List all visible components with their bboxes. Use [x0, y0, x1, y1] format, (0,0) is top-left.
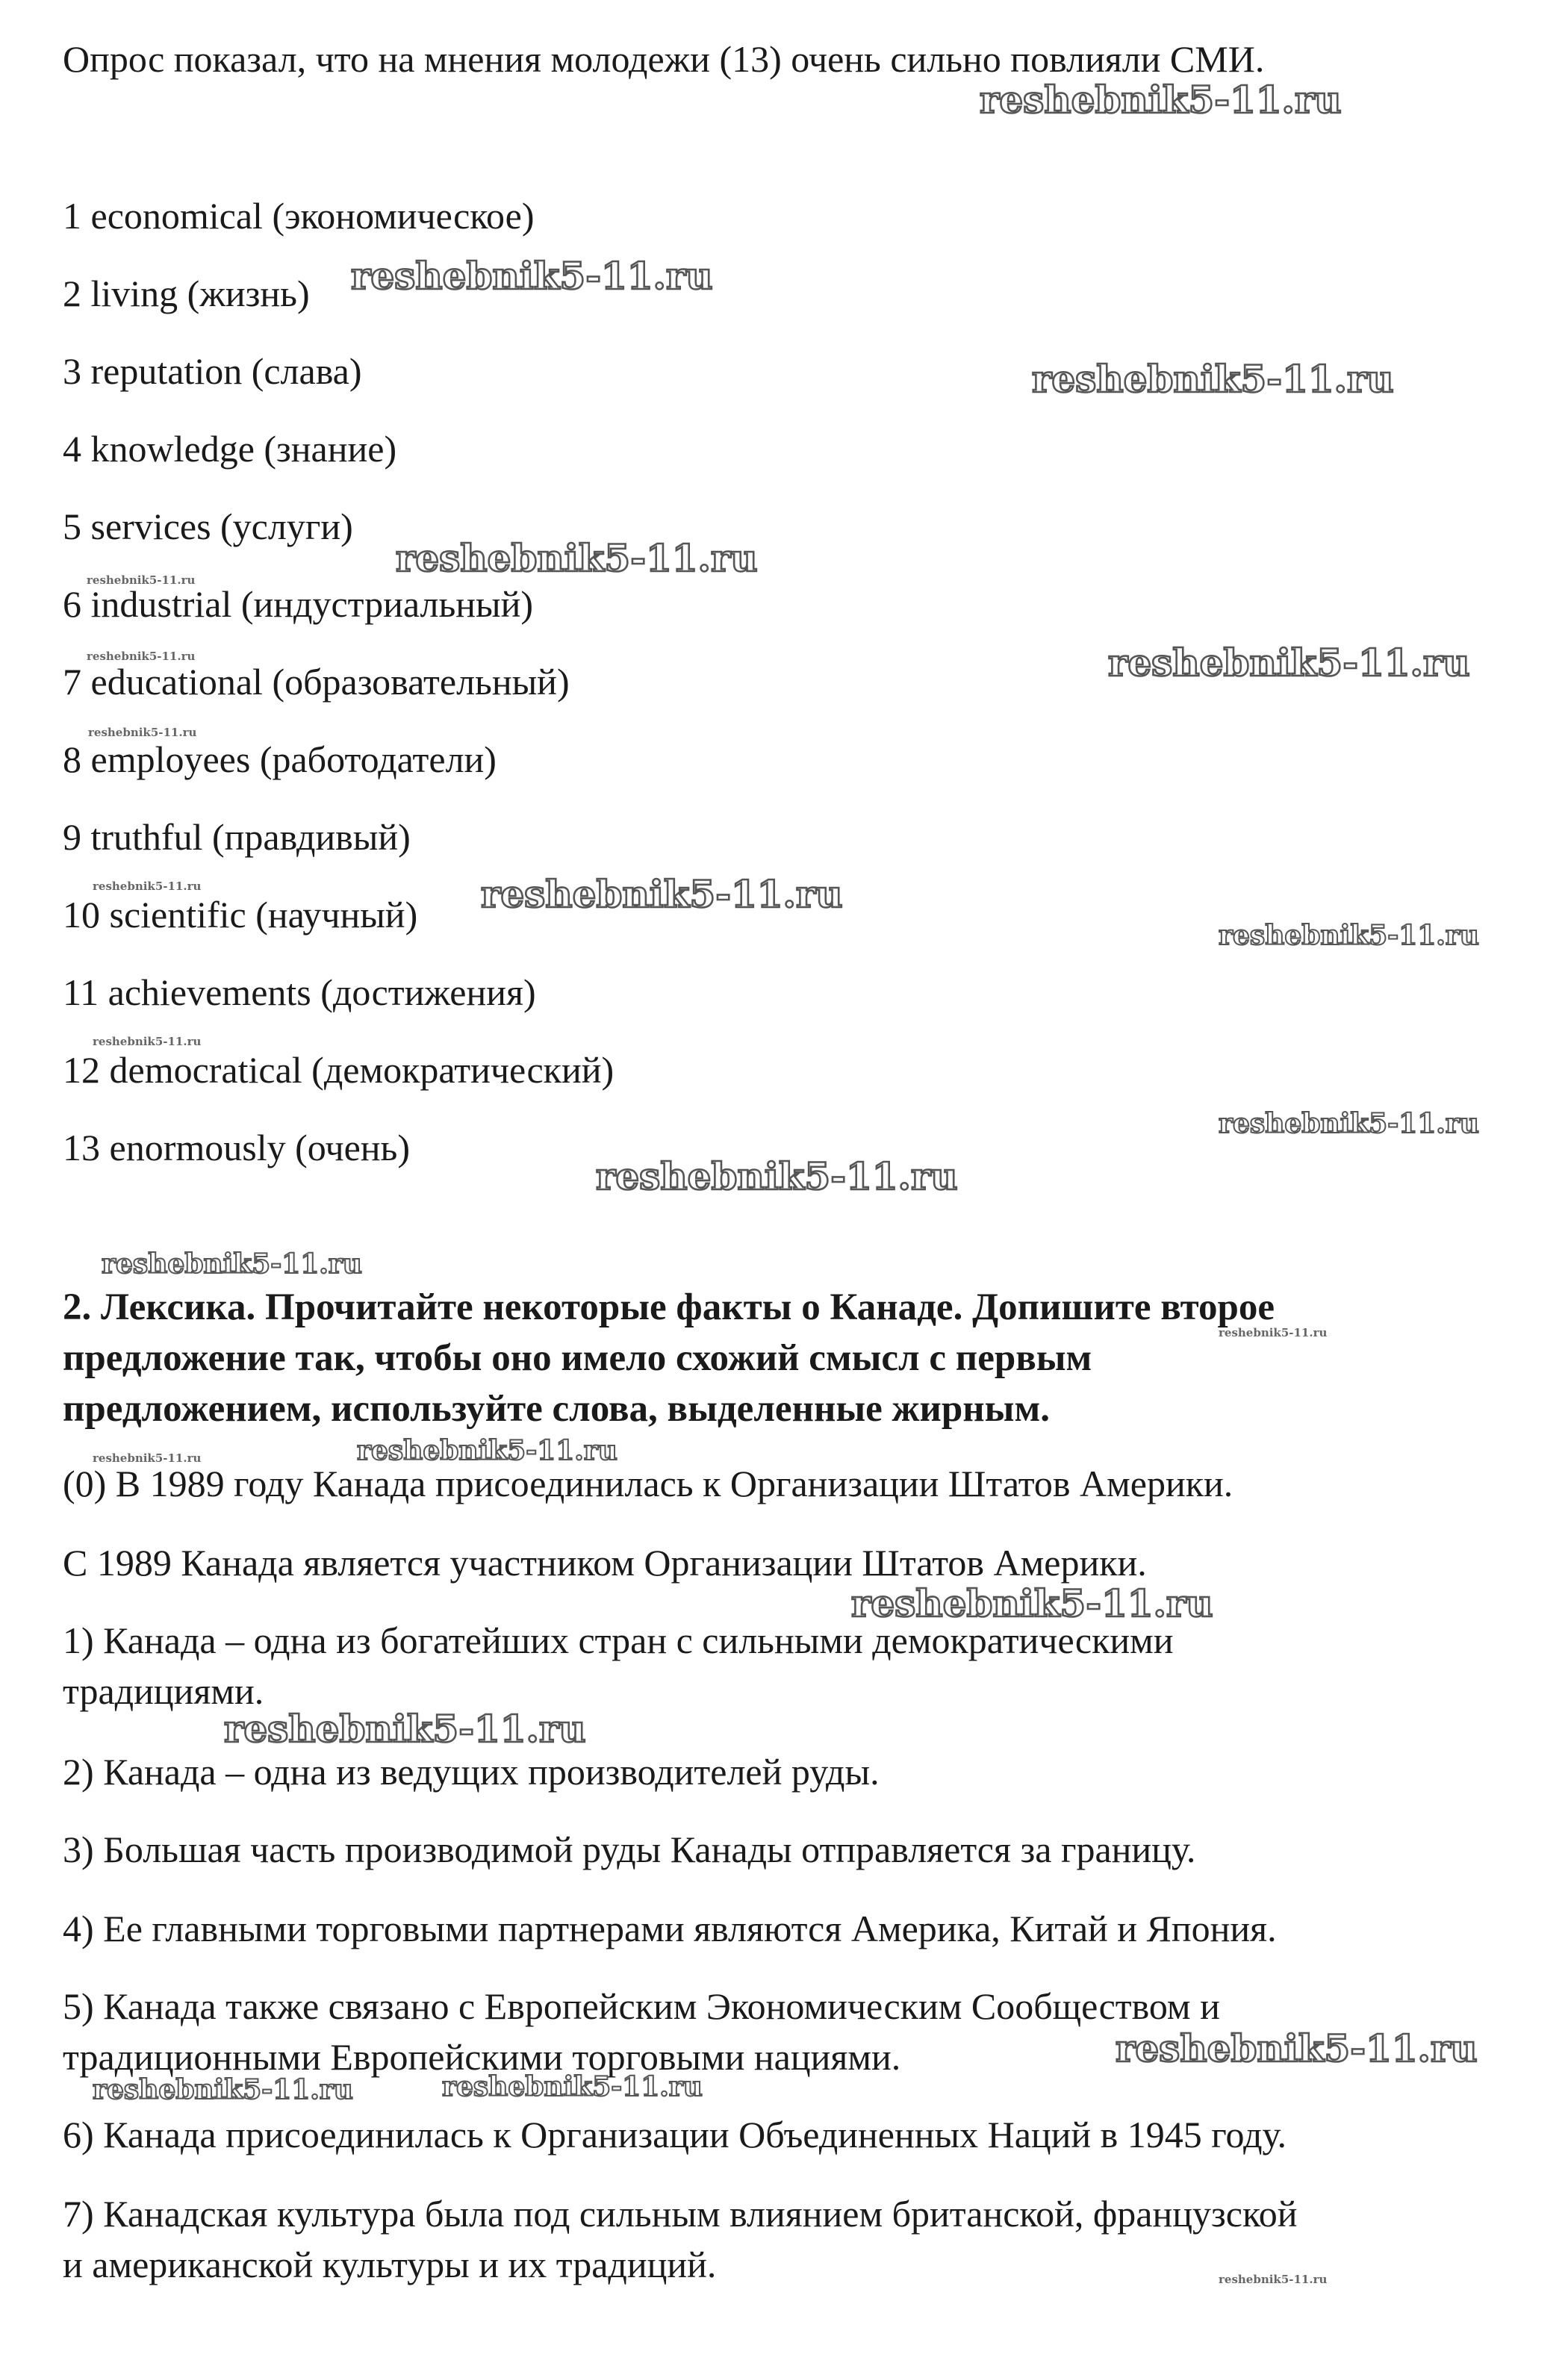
answer-item: 6 industrial (индустриальный) [63, 583, 534, 625]
answer-item: 5 services (услуги) [63, 505, 353, 547]
watermark: reshebnik5-11.ru [88, 726, 197, 739]
watermark: reshebnik5-11.ru [93, 1451, 202, 1465]
answer-item: 2 living (жизнь) [63, 273, 310, 314]
watermark: reshebnik5-11.ru [87, 650, 196, 663]
answer-item: 8 employees (работодатели) [63, 738, 497, 780]
task2-item-7: 7) Канадская культура была под сильным влиянием британской, французской [63, 2193, 1298, 2235]
answer-item: 1 economical (экономическое) [63, 195, 535, 237]
task2-item-2: 2) Канада – одна из ведущих производителей руды. [63, 1751, 880, 1793]
task2-item-5: 5) Канада также связано с Европейским Экономическим Сообществом и [63, 1985, 1220, 2027]
watermark: reshebnik5-11.ru [1219, 2273, 1328, 2286]
answer-item: 4 knowledge (знание) [63, 428, 397, 470]
watermark: reshebnik5-11.ru [93, 880, 202, 893]
task2-item-1: 1) Канада – одна из богатейших стран с сильными демократическими [63, 1619, 1174, 1661]
watermark: reshebnik5-11.ru [1219, 920, 1479, 951]
task2-item-4: 4) Ее главными торговыми партнерами являются Америка, Китай и Япония. [63, 1908, 1277, 1949]
answer-item: 9 truthful (правдивый) [63, 816, 411, 858]
watermark: reshebnik5-11.ru [396, 536, 758, 580]
watermark: reshebnik5-11.ru [87, 573, 196, 587]
answer-item: 11 achievements (достижения) [63, 971, 536, 1013]
watermark: reshebnik5-11.ru [1032, 357, 1394, 401]
answer-item: 10 scientific (научный) [63, 894, 418, 936]
watermark: reshebnik5-11.ru [1108, 641, 1470, 685]
watermark: reshebnik5-11.ru [357, 1435, 617, 1466]
task2-item-7-cont: и американской культуры и их традиций. [63, 2244, 717, 2285]
watermark: reshebnik5-11.ru [93, 2074, 353, 2105]
answer-item: 3 reputation (слава) [63, 350, 362, 392]
watermark: reshebnik5-11.ru [93, 1035, 202, 1048]
task2-heading-line: 2. Лексика. Прочитайте некоторые факты о Канаде. Допишите второе [63, 1286, 1275, 1328]
task2-heading-line: предложением, используйте слова, выделенные жирным. [63, 1388, 1050, 1430]
answer-item: 7 educational (образовательный) [63, 661, 570, 703]
task2-item-6: 6) Канада присоединилась к Организации Объединенных Наций в 1945 году. [63, 2114, 1287, 2155]
watermark: reshebnik5-11.ru [442, 2071, 703, 2102]
task2-heading-line: предложение так, чтобы оно имело схожий смысл с первым [63, 1337, 1092, 1379]
watermark: reshebnik5-11.ru [980, 78, 1342, 122]
task2-item-5-cont: традиционными Европейскими торговыми нациями. [63, 2036, 901, 2078]
answer-item: 12 democratical (демократический) [63, 1049, 615, 1091]
watermark: reshebnik5-11.ru [596, 1154, 958, 1198]
task2-example-answer: С 1989 Канада является участником Организации Штатов Америки. [63, 1542, 1147, 1584]
watermark: reshebnik5-11.ru [481, 872, 843, 916]
watermark: reshebnik5-11.ru [1219, 1108, 1479, 1139]
task2-item-3: 3) Большая часть производимой руды Канады отправляется за границу. [63, 1828, 1196, 1870]
intro-text: Опрос показал, что на мнения молодежи (13) очень сильно повлияли СМИ. [63, 38, 1265, 80]
answer-item: 13 enormously (очень) [63, 1127, 410, 1168]
watermark: reshebnik5-11.ru [851, 1581, 1213, 1625]
watermark: reshebnik5-11.ru [351, 254, 713, 298]
task2-item-1-cont: традициями. [63, 1670, 264, 1712]
task2-example: (0) В 1989 году Канада присоединилась к Организации Штатов Америки. [63, 1463, 1233, 1504]
watermark: reshebnik5-11.ru [102, 1248, 362, 1280]
watermark: reshebnik5-11.ru [224, 1707, 586, 1751]
watermark: reshebnik5-11.ru [1219, 1326, 1328, 1339]
watermark: reshebnik5-11.ru [1116, 2026, 1478, 2070]
